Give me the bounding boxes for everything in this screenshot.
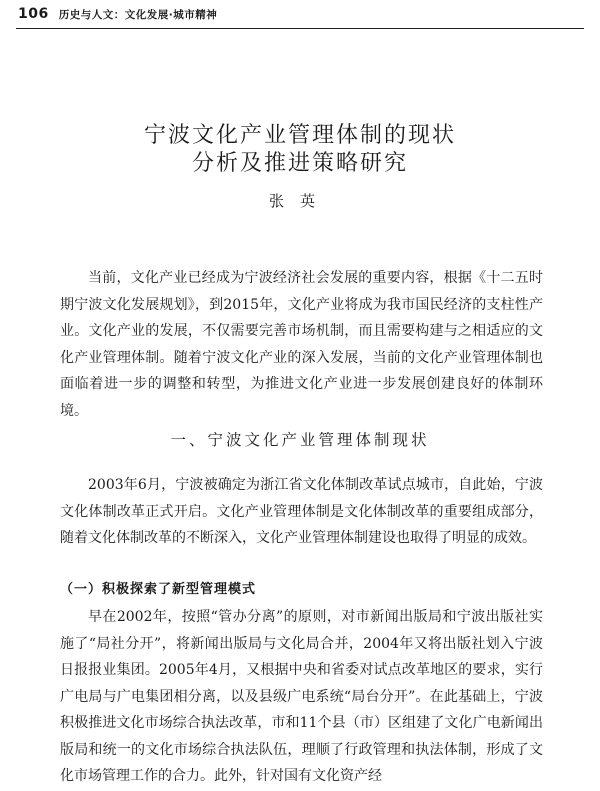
subsection-heading: （一）积极探索了新型管理模式 [60,582,257,597]
page-header [18,6,217,22]
section-body-2 [60,604,543,790]
running-head: 历史与人文：文化发展·城市精神 [58,9,218,21]
body-paragraph: 早在2002年，按照“管办分离”的原则，对市新闻出版局和宁波出版社实施了“局社分开”，将新闻出版局与文化局合并，2004年又将出版社划入宁波日报报业集团。2005年4月，又根据中央和省委对试点改革地区的要求，实行广电局与广电集团相分离，以及县级广电系统“局台分开”。在此基础上，宁波积极推进文化市场综合执法改革，市和11个县（市）区组建了文化广电新闻出版局和统一的文化市场综合执法队伍，理顺了行政管理和执法体制，形成了文化市场管理工作的合力。此外，针对国有文化资产经 [60,609,543,784]
article-title-line-1: 宁波文化产业管理体制的现状 [143,123,456,148]
intro-section [60,265,543,424]
intro-paragraph: 当前，文化产业已经成为宁波经济社会发展的重要内容，根据《十二五时期宁波文化发展规划》，到2015年，文化产业将成为我市国民经济的支柱性产业。文化产业的发展，不仅需要完善市场机制，而且需要构建与之相适应的文化产业管理体制。随着宁波文化产业的深入发展，当前的文化产业管理体制也面临着进一步的调整和转型，为推进文化产业进一步发展创建良好的体制环境。 [60,270,543,419]
author-name: 张英 [268,192,331,210]
page-number: 106 [18,6,49,22]
header-rule [16,28,584,29]
body-paragraph: 2003年6月，宁波被确定为浙江省文化体制改革试点城市，自此始，宁波文化体制改革正式开启。文化产业管理体制是文化体制改革的重要组成部分，随着文化体制改革的不断深入，文化产业管理体制建设也取得了明显的成效。 [60,477,543,546]
article-title-line-2: 分析及推进策略研究 [191,151,408,176]
section-body-1 [60,472,543,552]
section-heading: 一、宁波文化产业管理体制现状 [170,431,430,449]
